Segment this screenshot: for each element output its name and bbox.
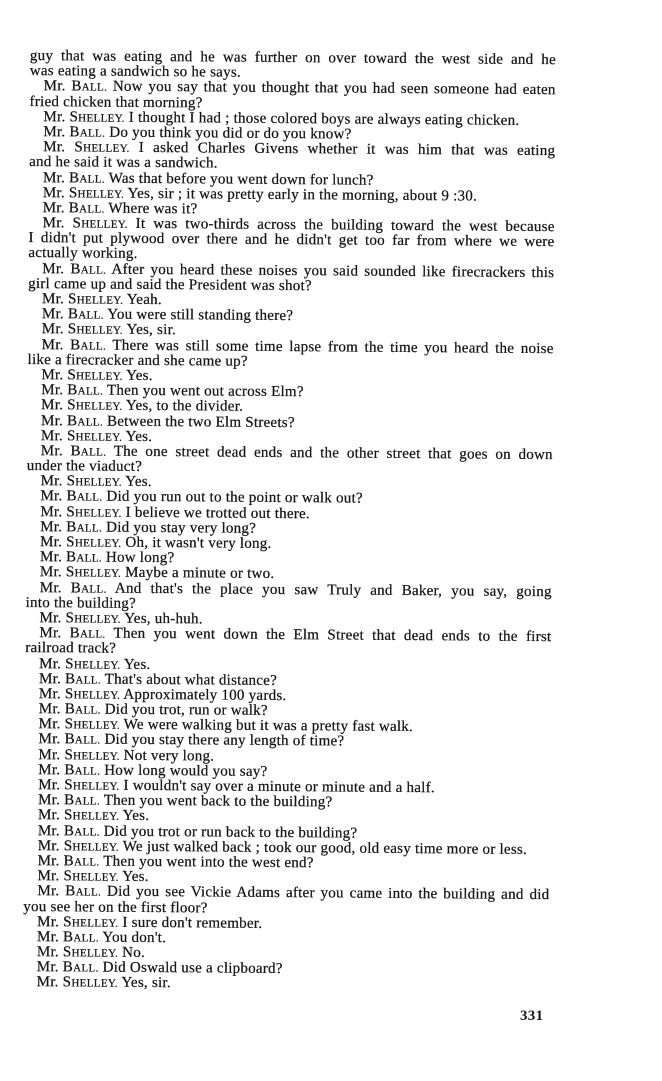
speaker-title: Mr. bbox=[36, 928, 60, 946]
line-text: Where was it? bbox=[108, 200, 198, 218]
speaker-name: BALL. bbox=[70, 336, 107, 353]
speaker-name: BALL. bbox=[66, 488, 103, 505]
speaker-title: Mr. bbox=[36, 974, 59, 991]
line-text: Yes. bbox=[126, 367, 153, 384]
speaker-name: SHELLEY. bbox=[67, 321, 124, 338]
speaker-title: Mr. bbox=[42, 199, 65, 217]
speaker-title: Mr. bbox=[41, 336, 64, 353]
speaker-title: Mr. bbox=[42, 169, 66, 186]
line-text: Was that before you went down for lunch? bbox=[108, 170, 374, 189]
line-text: You were still standing there? bbox=[107, 306, 294, 325]
speaker-title: Mr. bbox=[37, 807, 61, 824]
speaker-name: SHELLEY. bbox=[64, 777, 120, 794]
speaker-title: Mr. bbox=[41, 382, 64, 399]
speaker-name: BALL. bbox=[71, 78, 108, 95]
line-text: How long? bbox=[105, 549, 175, 567]
line-text: Now you say that you thought that you had seen someone had eaten bbox=[112, 79, 556, 99]
line-text: Did you trot or run back to the building? bbox=[103, 823, 358, 842]
speaker-title: Mr. bbox=[38, 701, 61, 718]
line-text: After you heard these noises you said sounded like firecrackers this bbox=[111, 261, 555, 281]
speaker-title: Mr. bbox=[37, 853, 60, 870]
speaker-title: Mr. bbox=[38, 777, 61, 794]
line-text: You don't. bbox=[102, 929, 167, 946]
line-text: We just walked back ; took our good, old easy time more or less. bbox=[122, 838, 528, 858]
speaker-title: Mr. bbox=[38, 685, 62, 703]
speaker-name: SHELLEY. bbox=[65, 655, 121, 672]
line-text: I thought I had ; those colored boys are always eating chicken. bbox=[128, 109, 520, 129]
line-text: Oh, it wasn't very long. bbox=[125, 534, 272, 552]
line-text: Not very long. bbox=[123, 747, 215, 765]
speaker-name: SHELLEY. bbox=[65, 610, 121, 627]
line-text: Then you went back to the building? bbox=[103, 792, 333, 811]
line-text: and he said it was a sandwich. bbox=[29, 154, 218, 172]
speaker-name: BALL. bbox=[69, 124, 106, 141]
speaker-title: Mr. bbox=[41, 367, 64, 384]
speaker-name: SHELLEY. bbox=[74, 139, 130, 156]
line-text: There was still some time lapse from the time you heard the noise bbox=[112, 337, 554, 357]
line-text: And that's the place you saw Truly and Baker, you say, going bbox=[114, 580, 552, 600]
line-text: Between the two Elm Streets? bbox=[106, 413, 295, 431]
speaker-title: Mr. bbox=[37, 837, 60, 855]
line-text: railroad track? bbox=[25, 640, 117, 658]
speaker-title: Mr. bbox=[43, 139, 66, 156]
speaker-title: Mr. bbox=[43, 78, 66, 95]
speaker-title: Mr. bbox=[39, 579, 62, 596]
speaker-name: SHELLEY. bbox=[64, 746, 120, 763]
line-text: Yeah. bbox=[126, 291, 162, 309]
speaker-name: BALL. bbox=[68, 169, 105, 186]
line-text: We were walking but it was a pretty fast walk. bbox=[123, 717, 414, 736]
speaker-title: Mr. bbox=[38, 731, 61, 748]
speaker-title: Mr. bbox=[38, 746, 61, 763]
line-text: That's about what distance? bbox=[104, 671, 278, 689]
speaker-name: SHELLEY. bbox=[66, 503, 122, 520]
line-text: Do you think you did or do you know? bbox=[109, 124, 352, 143]
speaker-title: Mr. bbox=[39, 564, 62, 581]
line-text: Did you see Vickie Adams after you came into the building and did bbox=[106, 883, 550, 904]
speaker-name: BALL. bbox=[64, 731, 101, 748]
speaker-name: SHELLEY. bbox=[72, 215, 128, 232]
speaker-name: BALL. bbox=[70, 260, 107, 278]
line-text: Yes. bbox=[125, 428, 153, 445]
speaker-title: Mr. bbox=[43, 108, 66, 126]
speaker-title: Mr. bbox=[38, 761, 61, 779]
speaker-title: Mr. bbox=[41, 291, 65, 308]
speaker-title: Mr. bbox=[42, 260, 65, 277]
speaker-title: Mr. bbox=[40, 518, 63, 536]
speaker-name: BALL. bbox=[62, 929, 99, 946]
line-text: into the building? bbox=[25, 594, 137, 612]
testimony-paragraph bbox=[30, 79, 556, 114]
testimony-paragraph bbox=[27, 338, 553, 373]
speaker-title: Mr. bbox=[37, 883, 60, 900]
speaker-name: BALL. bbox=[67, 412, 104, 429]
line-text: The one street dead ends and the other street that goes on down bbox=[113, 443, 553, 463]
speaker-name: BALL. bbox=[64, 792, 101, 809]
speaker-name: SHELLEY. bbox=[66, 534, 122, 551]
speaker-name: SHELLEY. bbox=[65, 564, 122, 581]
line-text: Did you stay very long? bbox=[106, 519, 257, 537]
speaker-name: SHELLEY. bbox=[62, 974, 118, 991]
testimony-paragraph bbox=[28, 262, 554, 297]
text-line bbox=[23, 975, 549, 994]
speaker-title: Mr. bbox=[37, 913, 60, 930]
speaker-name: BALL. bbox=[64, 762, 101, 779]
speaker-name: SHELLEY. bbox=[64, 716, 120, 733]
testimony-paragraph bbox=[28, 216, 554, 266]
line-text: under the viaduct? bbox=[26, 458, 143, 475]
speaker-name: BALL. bbox=[66, 519, 103, 536]
line-text: I sure don't remember. bbox=[122, 914, 263, 932]
line-text: Then you went into the west end? bbox=[103, 853, 314, 872]
speaker-title: Mr. bbox=[39, 625, 62, 642]
speaker-title: Mr. bbox=[39, 655, 62, 672]
line-text: Yes. bbox=[125, 474, 152, 491]
transcript-body bbox=[23, 49, 556, 995]
line-text: Did you trot, run or walk? bbox=[104, 701, 268, 719]
speaker-name: BALL. bbox=[63, 822, 100, 839]
page-number: 331 bbox=[520, 1008, 544, 1024]
line-text: Yes, uh-huh. bbox=[124, 610, 203, 628]
speaker-title: Mr. bbox=[42, 215, 65, 232]
testimony-paragraph bbox=[23, 884, 549, 919]
line-text: It was two-thirds across the building toward the west because bbox=[135, 215, 555, 236]
line-text: I asked Charles Givens whether it was him that was eating bbox=[138, 139, 556, 160]
speaker-title: Mr. bbox=[36, 944, 59, 961]
line-text: you see her on the first floor? bbox=[23, 898, 208, 916]
speaker-name: BALL. bbox=[64, 701, 101, 718]
line-text: How long would you say? bbox=[104, 762, 268, 780]
speaker-name: SHELLEY. bbox=[66, 427, 123, 445]
line-text: Yes, to the divider. bbox=[125, 398, 244, 415]
line-text: Approximately 100 yards. bbox=[123, 686, 287, 704]
speaker-title: Mr. bbox=[40, 442, 63, 460]
line-text: Did Oswald use a clipboard? bbox=[102, 959, 283, 978]
speaker-title: Mr. bbox=[37, 868, 60, 885]
speaker-title: Mr. bbox=[40, 473, 63, 490]
speaker-title: Mr. bbox=[38, 716, 61, 733]
speaker-name: SHELLEY. bbox=[62, 944, 119, 961]
line-text: Then you went down the Elm Street that dead ends to the first bbox=[113, 625, 552, 646]
speaker-title: Mr. bbox=[41, 306, 64, 323]
speaker-name: SHELLEY. bbox=[64, 686, 121, 703]
speaker-name: BALL. bbox=[68, 200, 105, 217]
testimony-paragraph bbox=[25, 626, 551, 661]
testimony-paragraph bbox=[23, 975, 549, 994]
speaker-title: Mr. bbox=[41, 412, 64, 429]
testimony-paragraph bbox=[26, 581, 552, 616]
speaker-name: BALL. bbox=[65, 549, 102, 566]
speaker-name: BALL. bbox=[67, 382, 104, 399]
speaker-name: BALL. bbox=[70, 579, 107, 596]
line-text: Maybe a minute or two. bbox=[125, 565, 275, 583]
speaker-title: Mr. bbox=[37, 822, 60, 839]
speaker-title: Mr. bbox=[41, 321, 64, 338]
speaker-title: Mr. bbox=[38, 792, 61, 809]
speaker-title: Mr. bbox=[39, 549, 63, 566]
speaker-name: SHELLEY. bbox=[63, 807, 120, 824]
speaker-name: SHELLEY. bbox=[63, 838, 120, 855]
line-text: Yes. bbox=[122, 808, 150, 825]
line-text: Yes, sir. bbox=[121, 975, 171, 992]
speaker-title: Mr. bbox=[40, 503, 63, 520]
testimony-paragraph bbox=[27, 444, 553, 479]
speaker-name: BALL. bbox=[63, 853, 100, 870]
speaker-name: BALL. bbox=[65, 883, 102, 900]
line-text: fried chicken that morning? bbox=[29, 93, 203, 111]
line-text: I wouldn't say over a minute or minute and a half. bbox=[123, 777, 435, 797]
speaker-name: SHELLEY. bbox=[66, 473, 122, 490]
speaker-title: Mr. bbox=[40, 427, 64, 444]
line-text: No. bbox=[122, 944, 146, 961]
speaker-title: Mr. bbox=[39, 610, 62, 627]
speaker-name: SHELLEY. bbox=[63, 868, 119, 885]
speaker-name: BALL. bbox=[69, 625, 106, 642]
line-text: Did you run out to the point or walk out? bbox=[106, 489, 363, 508]
line-text: Yes, sir ; it was pretty early in the morning, about 9 :30. bbox=[127, 185, 478, 205]
speaker-name: SHELLEY. bbox=[67, 291, 124, 308]
speaker-name: BALL. bbox=[62, 959, 99, 976]
speaker-name: SHELLEY. bbox=[67, 397, 123, 414]
speaker-name: SHELLEY. bbox=[68, 184, 125, 202]
line-text: actually working. bbox=[28, 245, 138, 263]
line-text: Did you stay there any length of time? bbox=[104, 732, 345, 750]
speaker-name: BALL. bbox=[70, 443, 107, 460]
speaker-title: Mr. bbox=[40, 534, 63, 551]
line-text: girl came up and said the President was shot? bbox=[28, 275, 312, 295]
speaker-title: Mr. bbox=[42, 184, 65, 201]
speaker-name: SHELLEY. bbox=[69, 109, 125, 126]
line-text: Yes. bbox=[122, 868, 149, 886]
speaker-title: Mr. bbox=[40, 488, 63, 505]
speaker-name: SHELLEY. bbox=[63, 913, 119, 931]
line-text: Then you went out across Elm? bbox=[106, 382, 304, 401]
line-text: I didn't put plywood over there and he didn't get too far from where we were bbox=[28, 230, 555, 251]
line-text: Yes, sir. bbox=[126, 322, 177, 339]
line-text: was eating a sandwich so he says. bbox=[29, 63, 242, 81]
line-text: Yes. bbox=[123, 656, 151, 673]
speaker-title: Mr. bbox=[38, 670, 62, 687]
speaker-title: Mr. bbox=[41, 397, 64, 414]
line-text: I believe we trotted out there. bbox=[125, 504, 311, 522]
speaker-name: SHELLEY. bbox=[67, 367, 123, 384]
speaker-title: Mr. bbox=[43, 124, 66, 141]
speaker-name: BALL. bbox=[67, 306, 104, 323]
speaker-name: BALL. bbox=[65, 670, 102, 688]
speaker-title: Mr. bbox=[36, 959, 59, 976]
line-text: like a firecracker and she came up? bbox=[27, 351, 248, 370]
line-text: guy that was eating and he was further on over toward the west side and he bbox=[29, 48, 556, 69]
